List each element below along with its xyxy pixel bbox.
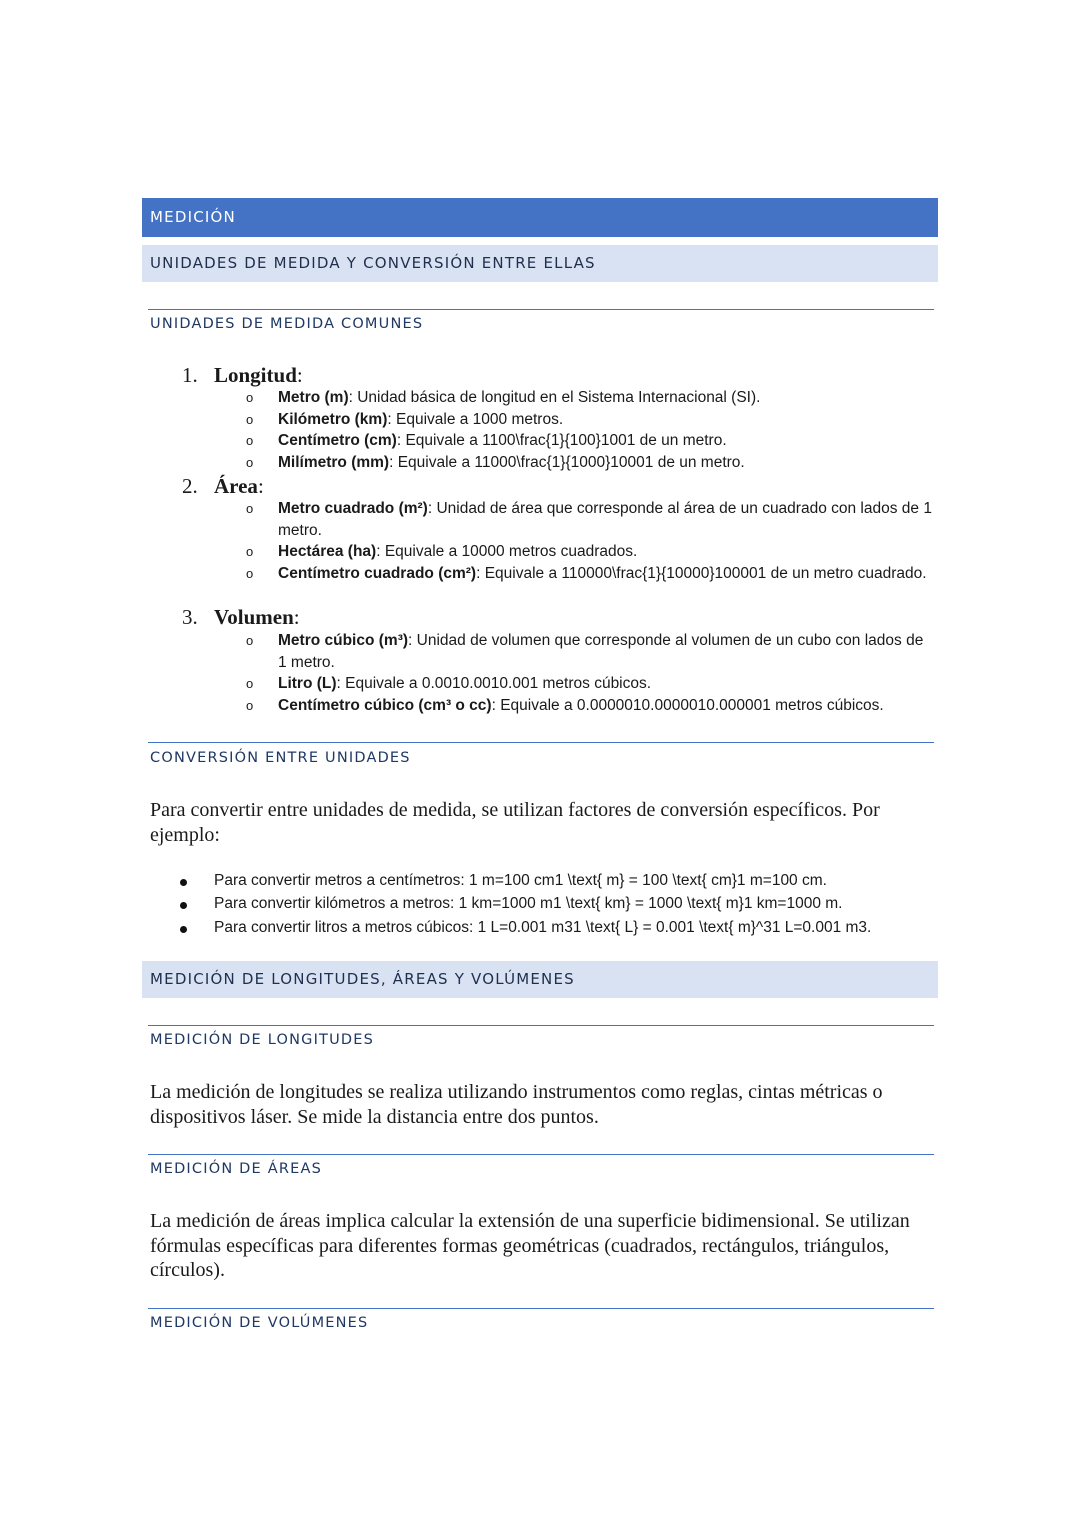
list-number: 1.	[182, 363, 198, 387]
group-title: Longitud	[214, 363, 297, 387]
list-number: 2.	[182, 474, 198, 498]
list-group-volume: 3. Volumen:	[182, 605, 300, 629]
document-page: MEDICIÓN UNIDADES DE MEDIDA Y CONVERSIÓN ENTRE ELLAS UNIDADES DE MEDIDA COMUNES 1. Longitud: o Metro (m): Unidad básica de longitud en el Sistema Internacional (SI). o Kilómetro (km): Equivale a 1000 metros. o Centímetro (cm): Equivale a 1100\frac{1}{100}1001 de un metro. o Milímetro (mm): Equivale a 11000\frac{1}{1000}10001 de un metro. 2. Área: o Metro cuadrado (m²): Unidad de área que corresponde al área de un cuadrado con lados de 1 metro. o Hectárea (ha): Equivale a 10000 metros cuadrados. o Centímetro cuadrado (cm²): Equivale a 110000\frac{1}{10000}100001 de un metro cuadrado. 3. Volumen: o Metro cúbico (m³): Unidad de volumen que corresponde al volumen de un cubo con lados de 1 metro. o Litro (L): Equivale a 0.0010.0010.001 metros cúbicos. o Centímetro cúbico (cm³ o cc): Equivale a 0.0000010.0000010.000001 metros cúbicos. CONVERSIÓN ENTRE UNIDADES Para convertir entre unidades de medida, se utilizan factores de conversión específicos. Por ejemplo: Para convertir metros a centímetros: 1 m=100 cm1 \text{ m} = 100 \text{ cm}1 m=100 cm. Para convertir kilómetros a metros: 1 km=1000 m1 \text{ km} = 1000 \text{ m}1 km=1000 m. Para convertir litros a metros cúbicos: 1 L=0.001 m31 \text{ L} = 0.001 \text{ m}^31 L=0.001 m3. MEDICIÓN DE LONGITUDES, ÁREAS Y VOLÚMENES MEDICIÓN DE LONGITUDES La medición de longitudes se realiza utilizando instrumentos como reglas, cintas métricas o dispositivos láser. Se mide la distancia entre dos puntos. MEDICIÓN DE ÁREAS La medición de áreas implica calcular la extensión de una superficie bidimensional. Se utilizan fórmulas específicas para diferentes formas geométricas (cuadrados, rectángulos, triángulos, círculos). MEDICIÓN DE VOLÚMENES	[0, 0, 1080, 1528]
subheading-lengths: MEDICIÓN DE LONGITUDES	[150, 1032, 375, 1048]
circle-bullet-icon: o	[246, 455, 254, 470]
subheading-volumes: MEDICIÓN DE VOLÚMENES	[150, 1315, 369, 1331]
group-title: Volumen	[214, 605, 294, 629]
circle-bullet-icon: o	[246, 698, 254, 713]
subheading-areas: MEDICIÓN DE ÁREAS	[150, 1161, 322, 1177]
circle-bullet-icon: o	[246, 390, 254, 405]
divider	[148, 309, 934, 310]
bullet-dot-icon	[180, 902, 187, 909]
bullet-dot-icon	[180, 926, 187, 933]
list-number: 3.	[182, 605, 198, 629]
divider	[148, 1154, 934, 1155]
circle-bullet-icon: o	[246, 676, 254, 691]
bullet-dot-icon	[180, 879, 187, 886]
circle-bullet-icon: o	[246, 633, 254, 648]
circle-bullet-icon: o	[246, 412, 254, 427]
paragraph-lengths: La medición de longitudes se realiza utilizando instrumentos como reglas, cintas métricas o dispositivos láser. Se mide la distancia entre dos puntos.	[150, 1081, 883, 1128]
circle-bullet-icon: o	[246, 501, 254, 516]
circle-bullet-icon: o	[246, 544, 254, 559]
divider	[148, 742, 934, 743]
divider	[148, 1025, 934, 1026]
group-title: Área	[214, 474, 258, 498]
circle-bullet-icon: o	[246, 433, 254, 448]
divider	[148, 1308, 934, 1309]
list-group-length: 1. Longitud:	[182, 363, 303, 387]
subheading-conversion: CONVERSIÓN ENTRE UNIDADES	[150, 750, 411, 766]
subheading-common-units: UNIDADES DE MEDIDA COMUNES	[150, 316, 424, 332]
paragraph-areas: La medición de áreas implica calcular la extensión de una superficie bidimensional. Se utilizan fórmulas específicas para diferentes formas geométricas (cuadrados, rectángulos, triángulos, círculos).	[150, 1210, 910, 1281]
section-heading-measurement: MEDICIÓN DE LONGITUDES, ÁREAS Y VOLÚMENES	[142, 961, 938, 998]
heading-main: MEDICIÓN	[142, 198, 938, 237]
paragraph-conversion: Para convertir entre unidades de medida, se utilizan factores de conversión específicos. Por ejemplo:	[150, 799, 880, 846]
circle-bullet-icon: o	[246, 566, 254, 581]
list-group-area: 2. Área:	[182, 474, 264, 498]
section-heading-units: UNIDADES DE MEDIDA Y CONVERSIÓN ENTRE ELLAS	[142, 245, 938, 282]
